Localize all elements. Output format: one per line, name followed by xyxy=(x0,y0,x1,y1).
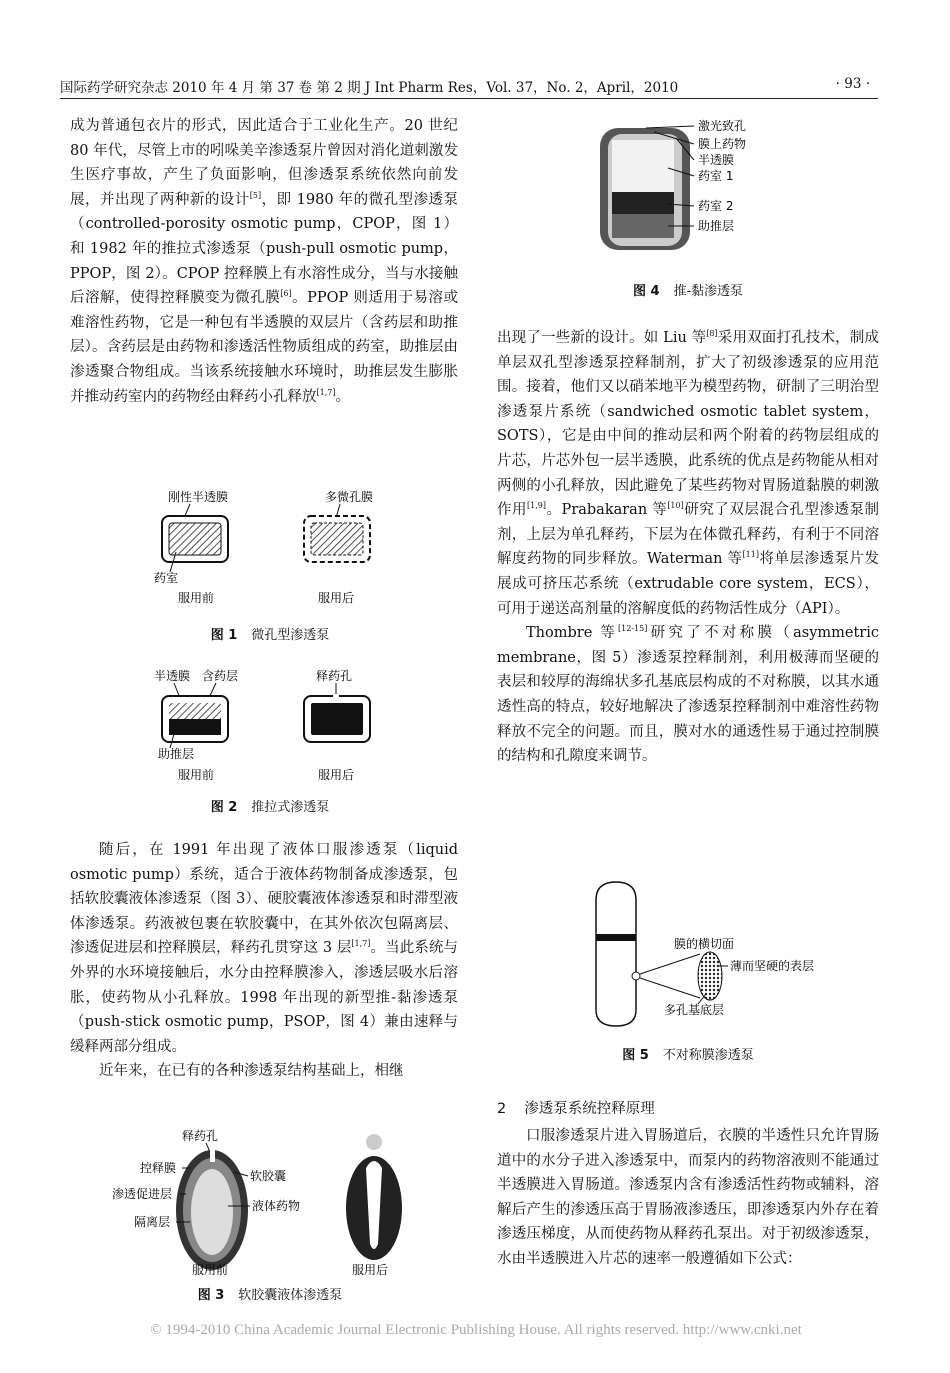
fig1-label-drug: 药室 xyxy=(154,571,179,585)
fig4-label: 膜上药物 xyxy=(698,137,747,151)
right-column-top xyxy=(497,326,879,769)
citation: [11] xyxy=(742,550,759,560)
copyright-footer: © 1994-2010 China Academic Journal Electronic Publishing House. All rights reserved. http://www.cnki.net xyxy=(150,1322,802,1338)
citation: [1,9] xyxy=(527,501,547,511)
figure-3-diagram xyxy=(110,1128,430,1284)
fig2-label-semi: 半透膜 xyxy=(154,669,191,683)
fig3-label-promoter: 渗透促进层 xyxy=(112,1187,173,1201)
paragraph: 随后，在 1991 年出现了液体口服渗透泵（liquid osmotic pump）系统，适合于液体药物制备成渗透泵，包括软胶囊液体渗透泵（图 3）、硬胶囊液体渗透泵和时滞型液体渗透泵。药液被包裹在软胶囊中，在其外依次包隔离层、渗透促进层和控释膜层，释药孔贯穿这 3 层[1,7]。当此系统与外界的水环境接触后，水分由控释膜渗入，渗透层吸水后溶胀，使药物从小孔释放。1998 年出现的新型推-黏渗透泵（push-stick osmotic pump，PSOP，图 4）兼由速释与缓释两部分组成。 xyxy=(70,842,459,1055)
fig3-label-orifice: 释药孔 xyxy=(182,1129,219,1143)
fig4-label: 半透膜 xyxy=(698,153,735,167)
citation: [12-15] xyxy=(618,624,648,634)
fig3-label-capsule: 软胶囊 xyxy=(250,1169,287,1183)
paragraph: 出现了一些新的设计。如 Liu 等[8]采用双面打孔技术，制成单层双孔型渗透泵控释制剂，扩大了初级渗透泵的应用范围。接着，他们又以硝苯地平为模型药物，研制了三明治型渗透泵片系统（sandwiched osmotic tablet system，SOTS），它是由中间的推动层和两个附着的药物层组成的片芯，片芯外包一层半透膜，此系统的优点是药物能从相对两侧的小孔释放，因此避免了某些药物对胃肠道黏膜的刺激作用[1,9]。Prabakaran 等[10]研究了双层混合孔型渗透泵制剂，上层为单孔释药，下层为在体微孔释药，有利于不同溶解度药物的同步释放。Waterman 等[11]将单层渗透泵片发展成可挤压芯系统（extrudable core system，ECS），可用于递送高剂量的溶解度低的药物活性成分（API）。 xyxy=(497,329,880,617)
figure-2-caption: 图 2 推拉式渗透泵 xyxy=(210,800,330,815)
fig3-after: 服用后 xyxy=(352,1263,389,1277)
figure-4-diagram xyxy=(598,118,788,260)
citation: [10] xyxy=(667,501,684,511)
running-header xyxy=(60,68,878,99)
fig4-label: 激光致孔 xyxy=(698,119,747,133)
citation: [5] xyxy=(249,190,262,200)
journal-info: 国际药学研究杂志 2010 年 4 月 第 37 卷 第 2 期 J Int Pharm Res，Vol. 37，No. 2，April，2010 xyxy=(60,80,679,96)
fig1-after: 服用后 xyxy=(318,591,355,605)
fig5-label-thin: 薄而坚硬的表层 xyxy=(730,959,815,973)
fig2-label-druglayer: 含药层 xyxy=(202,669,239,683)
citation: [1,7] xyxy=(316,387,336,397)
figure-2-diagram xyxy=(140,664,400,792)
fig5-label-porous: 多孔基底层 xyxy=(664,1003,725,1017)
fig2-label-orifice: 释药孔 xyxy=(316,669,353,683)
paragraph: 近年来，在已有的各种渗透泵结构基础上，相继 xyxy=(99,1063,404,1080)
fig1-before: 服用前 xyxy=(178,591,215,605)
fig4-label: 药室 2 xyxy=(698,199,734,213)
fig3-before: 服用前 xyxy=(192,1263,229,1277)
figure-1-diagram xyxy=(140,486,400,614)
section-heading: 2 渗透泵系统控释原理 xyxy=(497,1101,655,1117)
fig2-label-push: 助推层 xyxy=(158,747,195,761)
fig3-label-membrane: 控释膜 xyxy=(140,1161,177,1175)
left-column-bottom xyxy=(70,838,458,1084)
fig3-label-barrier: 隔离层 xyxy=(134,1215,171,1229)
paragraph: 成为普通包衣片的形式，因此适合于工业化生产。20 世纪 80 年代，尽管上市的吲哚美辛渗透泵片曾因对消化道刺激发生医疗事故，产生了负面影响，但渗透泵系统依然向前发展，并出现了两种新的设计[5]，即 1980 年的微孔型渗透泵（controlled-porosity osmotic pump，CPOP，图 1）和 1982 年的推拉式渗透泵（push-pull osmotic pump，PPOP，图 2）。CPOP 控释膜上有水溶性成分，当与水接触后溶解，使得控释膜变为微孔膜[6]。PPOP 则适用于易溶或难溶性药物，它是一种包有半透膜的双层片（含药层和助推层）。含药层是由药物和渗透活性物质组成的药室，助推层由渗透聚合物组成。当该系统接触水环境时，助推层发生膨胀并推动药室内的药物经由释药小孔释放[1,7]。 xyxy=(70,118,459,405)
figure-5-caption: 图 5 不对称膜渗透泵 xyxy=(622,1048,754,1063)
right-column-bottom xyxy=(497,1124,879,1272)
figure-3-caption: 图 3 软胶囊液体渗透泵 xyxy=(197,1288,343,1303)
page-number: · 93 · xyxy=(835,76,870,92)
citation: [1,7] xyxy=(351,939,371,949)
fig4-label: 药室 1 xyxy=(698,169,734,183)
fig3-label-liquid: 液体药物 xyxy=(252,1199,301,1213)
fig5-label-cross: 膜的横切面 xyxy=(674,937,735,951)
fig1-label-membrane: 刚性半透膜 xyxy=(168,490,229,504)
paragraph: 口服渗透泵片进入胃肠道后，衣膜的半透性只允许胃肠道中的水分子进入渗透泵中，而泵内的药物溶液则不能通过半透膜进入胃肠道。渗透泵内含有渗透活性药物或辅料，溶解后产生的渗透压高于胃肠液渗透压，即渗透泵内外存在着渗透压梯度，从而使药物从释药孔泵出。对于初级渗透泵，水由半透膜进入片芯的速率一般遵循如下公式： xyxy=(497,1128,879,1267)
fig4-label: 助推层 xyxy=(698,219,735,233)
fig2-before: 服用前 xyxy=(178,768,215,782)
fig2-after: 服用后 xyxy=(318,768,355,782)
fig1-label-micro: 多微孔膜 xyxy=(325,490,374,504)
figure-1-caption: 图 1 微孔型渗透泵 xyxy=(210,628,330,643)
citation: [8] xyxy=(706,329,718,339)
left-column-top xyxy=(70,114,458,409)
citation: [6] xyxy=(280,289,292,299)
paragraph: Thombre 等[12-15]研究了不对称膜（asymmetric membrane，图 5）渗透泵控释制剂，利用极薄而坚硬的表层和较厚的海绵状多孔基底层构成的不对称膜，以其水通透性高的特点，较好地解决了渗透泵控释制剂中难溶性药物释放不完全的问题。而且，膜对水的通透性易于通过控制膜的结构和孔隙度来调节。 xyxy=(497,624,879,765)
figure-5-diagram xyxy=(580,880,840,1034)
figure-4-caption: 图 4 推-黏渗透泵 xyxy=(633,284,743,299)
